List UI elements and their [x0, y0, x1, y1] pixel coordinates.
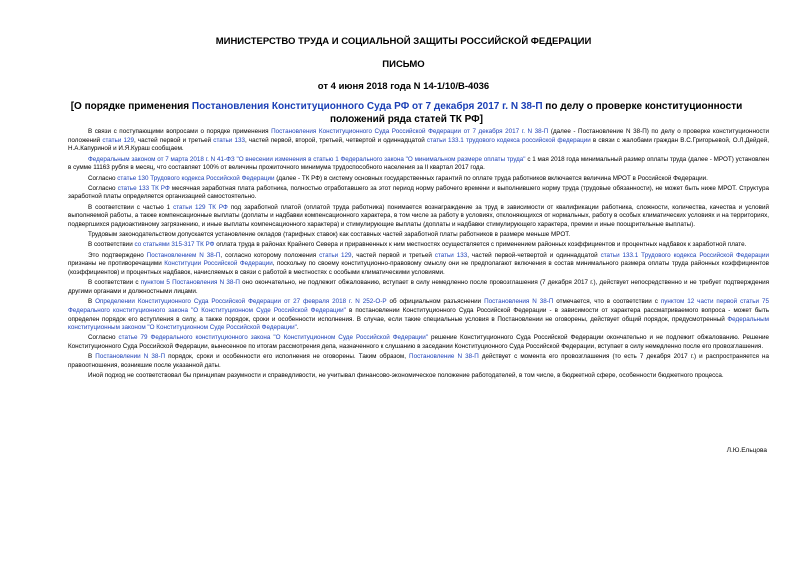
paragraph-text: отмечается, что в соответствии с: [553, 298, 661, 306]
paragraph: [68, 204, 769, 230]
paragraph-text: В связи с поступающими вопросами о порядке применения: [88, 128, 272, 135]
paragraph-text: , поскольку по своему конституционно-правовому смыслу они не предполагают включения в состав минимального размера оплаты труда районных коэффициентов (коэффициентов) и процентных надбавок, начисляемых в связи с работой в местностях с особыми климатическими условиями.: [68, 260, 769, 277]
paragraph-text: В соответствии с: [88, 279, 141, 287]
document-link[interactable]: статьи 129: [319, 251, 352, 259]
paragraph-text: В соответствии с частью 1: [88, 203, 174, 211]
paragraph: [68, 128, 769, 154]
signature: Л.Ю.Ельцова: [726, 447, 767, 454]
paragraph-text: , частей первой и третьей: [351, 251, 435, 259]
document-link[interactable]: Федеральным конституционным законом "О Конституционном Суде Российской Федерации": [68, 315, 769, 332]
paragraph-text: под заработной платой (оплатой труда работника) понимается вознаграждение за труд в зависимости от квалификации работника, сложности, количества, качества и условий выполняемой работы, а также компенсационные выплаты (доплаты и надбавки компенсационного характера, в том числе за работу в условиях, отклоняющихся от нормальных, работу в особых климатических условиях и на территориях, подвергшихся радиоактивному загрязнению, и иные выплаты компенсационного характера) и стимулирующие выплаты (доплаты и надбавки стимулирующего характера, премии и иные поощрительные выплаты).: [68, 203, 769, 229]
document-link[interactable]: статьи 133.1 трудового кодекса российской федерации: [426, 136, 591, 144]
document-link[interactable]: Конституции Российской Федерации: [164, 260, 273, 268]
paragraph-text: , согласно которому положения: [220, 251, 320, 259]
paragraph: [68, 279, 769, 296]
document-link[interactable]: Постановления N 38-П: [484, 298, 554, 306]
ministry-title: МИНИСТЕРСТВО ТРУДА И СОЦИАЛЬНОЙ ЗАЩИТЫ РОССИЙСКОЙ ФЕДЕРАЦИИ: [215, 36, 592, 47]
document-link[interactable]: Постановление N 38-П: [409, 353, 479, 361]
document-type: ПИСЬМО: [382, 59, 425, 70]
document-link[interactable]: статье 130 Трудового кодекса Российской Федерации: [117, 174, 275, 182]
document-link[interactable]: Постановлении N 38-П: [95, 353, 166, 361]
paragraph: [68, 185, 769, 202]
paragraph: [68, 156, 769, 173]
paragraph-text: порядок, сроки и особенности его исполнения не оговорены. Таким образом,: [165, 353, 410, 361]
paragraph-text: (далее - ТК РФ) в систему основных государственных гарантий по оплате труда работников включается величина МРОТ в Российской Федерации.: [274, 174, 708, 182]
document-link[interactable]: статьи 129 ТК РФ: [173, 203, 228, 211]
document-link[interactable]: Определении Конституционного Суда Российской Федерации от 27 февраля 2018 г. N 252-О-Р: [95, 298, 387, 306]
document-link[interactable]: Федеральным законом от 7 марта 2018 г. N 41-ФЗ "О внесении изменения в статью 1 Федерального закона "О минимальном размере оплаты труда": [88, 155, 526, 163]
document-link[interactable]: статье 79 Федерального конституционного закона "О Конституционном Суде Российской Федерации": [118, 334, 428, 342]
subject-prefix: [О порядке применения: [70, 101, 192, 112]
document-link[interactable]: статьи 133: [213, 136, 245, 144]
subject-link[interactable]: Постановления Конституционного Суда РФ от 7 декабря 2017 г. N 38-П: [191, 101, 543, 112]
paragraph: [68, 298, 769, 333]
paragraph: [68, 231, 769, 240]
paragraph-text: решение Конституционного Суда Российской Федерации окончательно и не подлежит обжалованию. Решение Конституционного Суда Российской Федерации, вынесенное по итогам рассмотрения дела, назначенного к слушанию в заседании Конституционного Суда Российской Федерации, вступает в силу немедленно после его провозглашения.: [68, 334, 769, 351]
subject-suffix: по делу о проверке конституционности положений ряда статей ТК РФ]: [329, 101, 743, 125]
paragraph-text: , частей первой и третьей: [133, 136, 214, 144]
paragraph-text: .: [296, 324, 299, 332]
paragraph-text: признаны не противоречащими: [68, 260, 165, 268]
document-link[interactable]: статьи 133: [434, 251, 468, 259]
paragraph-text: Согласно: [88, 174, 118, 182]
document-link[interactable]: со статьями 315-317 ТК РФ: [134, 241, 215, 249]
paragraph: [68, 353, 769, 370]
paragraph-text: с 1 мая 2018 года минимальный размер оплаты труда (далее - МРОТ) установлен в сумме 11163 рубля в месяц, что составляет 100% от величины прожиточного минимума трудоспособного населения за II квартал 2017 года.: [68, 155, 769, 172]
document-link[interactable]: статьи 133.1 Трудового кодекса Российской Федерации: [600, 251, 769, 259]
document-date-number: от 4 июня 2018 года N 14-1/10/В-4036: [317, 81, 490, 92]
paragraph-text: В: [88, 353, 96, 361]
paragraph-text: месячная заработная плата работника, полностью отработавшего за этот период норму рабочего времени и выполнившего норму труда (трудовые обязанности), не может быть ниже МРОТ. Структура заработной платы определяется организацией самостоятельно.: [68, 184, 769, 201]
document-link[interactable]: статьи 129: [102, 136, 134, 144]
paragraph-text: об официальном разъяснении: [386, 298, 485, 306]
paragraph-text: оно окончательно, не подлежит обжалованию, вступает в силу немедленно после провозглашения (7 декабря 2017 г.), действует непосредственно и не требует подтверждения другими органами и должностными лицами.: [68, 279, 769, 295]
paragraph-text: , частей первой-четвертой и одиннадцатой: [467, 251, 601, 259]
paragraph: [68, 175, 769, 184]
paragraph-text: действует с момента его провозглашения (то есть 7 декабря 2017 г.) и распространяется на правоотношения, возникшие после указанной даты.: [68, 353, 769, 370]
paragraph: [68, 241, 769, 250]
paragraph-text: в связи с жалобами граждан В.С.Григорьевой, О.Л.Дейдей, Н.А.Капуриной и И.Я.Кураш сообщаем.: [68, 136, 770, 153]
paragraph-text: Согласно: [88, 334, 119, 342]
paragraph: [68, 372, 769, 381]
paragraph-text: В соответствии: [88, 241, 135, 249]
document-body: [68, 128, 769, 381]
document-link[interactable]: пунктом 12 части первой статьи 75 Федерального конституционного закона "О Конституционном Суде Российской Федерации": [68, 298, 769, 314]
paragraph-text: , частей первой, второй, третьей, четвертой и одиннадцатой: [244, 136, 427, 144]
paragraph-text: Согласно: [88, 184, 118, 192]
document-link[interactable]: Постановления Конституционного Суда Российской Федерации от 7 декабря 2017 г. N 38-П: [271, 128, 549, 135]
paragraph-text: (далее - Постановление N 38-П) по делу о проверке конституционности положений: [68, 128, 769, 144]
paragraph-text: оплата труда в районах Крайнего Севера и приравненных к ним местностях осуществляется с применением районных коэффициентов и процентных надбавок к заработной плате.: [214, 241, 747, 249]
document-link[interactable]: статье 133 ТК РФ: [117, 184, 170, 192]
paragraph-text: Это подтверждено: [88, 251, 147, 259]
paragraph: [68, 334, 769, 351]
paragraph: [68, 252, 769, 278]
document-link[interactable]: пунктом 5 Постановления N 38-П: [140, 279, 240, 287]
paragraph-text: Иной подход не соответствовал бы принципам разумности и справедливости, не учитывал финансово-экономическое положение работодателей, в том числе, в бюджетной сфере, особенности бюджетного процесса.: [88, 372, 724, 380]
paragraph-text: В: [88, 298, 96, 306]
document-subject: [50, 100, 763, 126]
paragraph-text: Трудовым законодательством допускается установление окладов (тарифных ставок) как составных частей заработной платы работников в размере меньше МРОТ.: [88, 231, 571, 239]
paragraph-text: в постановлении Конституционного Суда Российской Федерации - в зависимости от характера рассматриваемого вопроса - может быть определен порядок его вступления в силу, а также порядок, сроки и особенности исполнения. В случае, если такие специальные условия в Постановлении не оговорены, действует общий порядок, предусмотренный: [68, 306, 769, 323]
document-link[interactable]: Постановлением N 38-П: [146, 251, 221, 259]
